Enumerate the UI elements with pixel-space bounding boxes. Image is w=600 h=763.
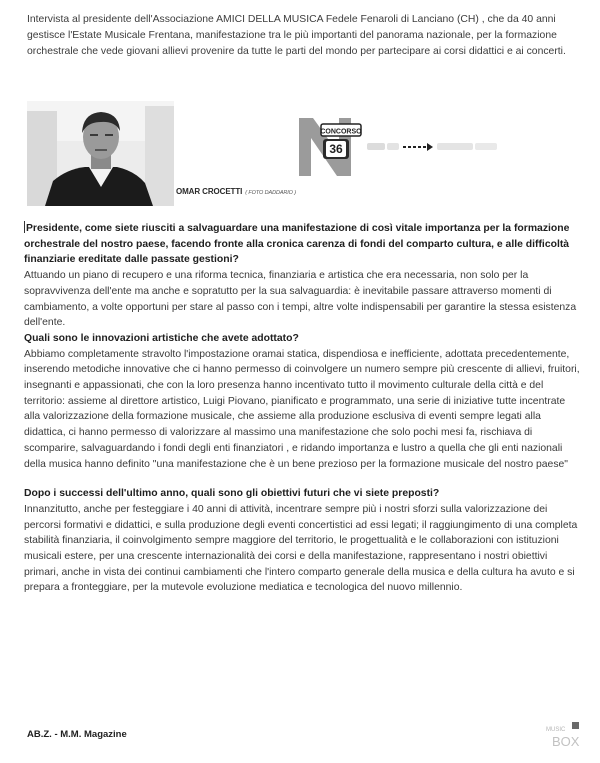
logo-number: 36 [329, 142, 343, 156]
question-1 [24, 221, 580, 268]
logo-music-word: MUSIC [546, 727, 566, 733]
event-logo-graphic [299, 116, 549, 176]
event-logo [299, 116, 549, 176]
paragraph-gap [24, 472, 580, 486]
music-box-logo [542, 721, 580, 749]
logo-box-word: BOX [552, 734, 580, 749]
answer-3: Innanzitutto, anche per festeggiare i 40 anni di attività, incentrare sempre più i nostri sforzi sulla valorizzazione dei percorsi formativi e didattici, e sulla produzione degli eventi concertistici ad essi legati; il raggiungimento di una completa stabilità finanziaria, il coinvolgimento sempre maggiore del territorio, le progettualità e le collaborazioni con istituzioni musicali estere, per una crescente internazionalità dei corsi e della manifestazione, rappresentano i nostri obiettivi primari, anche in vista dei continui cambiamenti che l'intero comparto generale della musica e della cultura ha avuto e si prepara a fronteggiare, per la mutevole evoluzione mediatica e tecnologica del nuovo millennio. [24, 503, 578, 594]
caption-name: OMAR CROCETTI [176, 187, 243, 196]
portrait-image [27, 101, 174, 206]
question-1-text: Presidente, come siete riusciti a salvaguardare una manifestazione di così vitale importanza per la formazione orchestrale del nostro paese, facendo fronte alla cronica carenza di fondi del comparto cultura, e alle difficoltà finanziarie ereditate dalle passate gestioni? [24, 223, 570, 266]
footer-signature: AB.Z. - M.M. Magazine [27, 729, 127, 740]
intro-paragraph: Intervista al presidente dell'Associazione AMICI DELLA MUSICA Fedele Fenaroli di Lanciano (CH) , che da 40 anni gestisce l'Estate Musicale Frentana, manifestazione tra le più importanti del panorama nazionale, per la formazione orchestrale che vede giovani allievi provenire da tutte le parti del mondo per partecipare ai corsi didattici e ai concerti. [27, 14, 566, 58]
answer-1: Attuando un piano di recupero e una riforma tecnica, finanziaria e artistica che era necessaria, non solo per la sopravvivenza dell'ente ma anche e sopratutto per la sua salvaguardia: è inevitabile passare attraverso momenti di cambiamento, a volte opportuni per stare al passo con i tempi, altre volte indispensabili per garantire la stessa esistenza dell'ente. [24, 270, 577, 329]
question-2: Quali sono le innovazioni artistiche che avete adottato? [24, 332, 299, 344]
text-cursor [24, 221, 25, 233]
caption-credit: ( FOTO DADDARIO ) [245, 190, 297, 196]
logo-top-word: CONCORSO [320, 128, 362, 136]
portrait-photo [27, 101, 174, 206]
question-3: Dopo i successi dell'ultimo anno, quali sono gli obiettivi futuri che vi siete preposti? [24, 488, 440, 500]
photo-caption [176, 187, 296, 196]
interview-body [24, 221, 580, 596]
answer-2: Abbiamo completamente stravolto l'impostazione oramai statica, dispendiosa e inefficiente, adottata precedentemente, inserendo metodiche innovative che ci hanno permesso di coinvolgere un numero sempre più crescente di allievi, fruitori, insegnanti e appassionati, che con la loro presenza hanno incentivato tutto il movimento culturale della città e del territorio: assieme al direttore artistico, Luigi Piovano, pianificato e programmato, una serie di iniziative tutte incentrate alla valorizzazione della formazione musicale, che assieme alla produzione esclusiva di eventi sempre legati alla didattica, ci hanno permesso di valorizzare al massimo una manifestazione che solo pochi mesi fa, rischiava di scomparire, salvaguardando i fondi degli enti finanziatori , e ridando importanza e lustro a quella che gli enti nazionali della musica hanno definito "una manifestazione che è un bene prezioso per la formazione musicale del nostro paese" [24, 348, 580, 470]
music-box-logo-graphic [542, 721, 580, 749]
